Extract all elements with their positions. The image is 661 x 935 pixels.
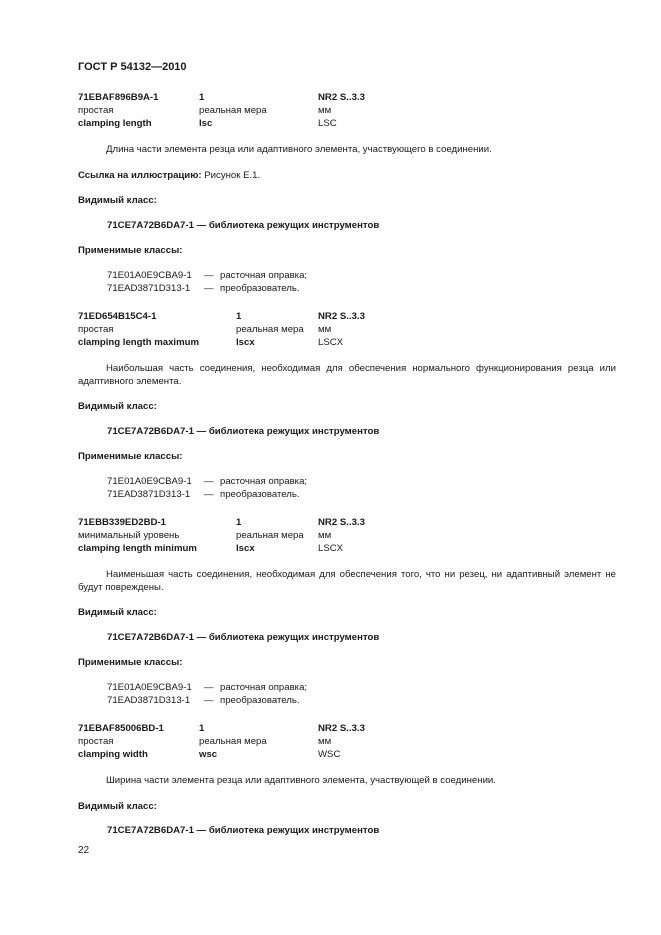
record-unit: мм — [318, 105, 332, 116]
list-item — [107, 695, 616, 708]
illustration-ref — [78, 170, 616, 183]
visible-class-value: 71CE7A72B6DA7-1 — библиотека режущих инструментов — [107, 825, 380, 837]
record-ref: NR2 S..3.3 — [318, 516, 365, 528]
record-kind: реальная мера — [199, 105, 267, 116]
record-kind: реальная мера — [236, 529, 304, 541]
record-version: 1 — [199, 722, 205, 734]
illustration-value: Рисунок Е.1. — [204, 169, 261, 181]
applicable-classes-list — [78, 476, 616, 502]
class-dash: — — [204, 694, 214, 706]
applicable-classes-list — [78, 270, 616, 296]
class-code: 71E01A0E9CBA9-1 — [107, 681, 192, 693]
list-item — [107, 682, 616, 695]
applicable-classes-label: Применимые классы: — [78, 245, 183, 257]
visible-class-label: Видимый класс: — [78, 800, 157, 812]
class-code: 71E01A0E9CBA9-1 — [107, 475, 192, 487]
visible-class-label: Видимый класс: — [78, 607, 157, 619]
record-code: LSCX — [318, 336, 344, 348]
page-header: ГОСТ Р 54132—2010 — [78, 61, 187, 73]
class-desc: расточная оправка; — [220, 475, 308, 487]
record-id: 71ED654B15C4-1 — [78, 310, 157, 322]
record-name: clamping length minimum — [78, 542, 197, 554]
record-type: простая — [78, 105, 114, 116]
record-name: clamping length — [78, 118, 152, 129]
record-ref: NR2 S..3.3 — [318, 92, 365, 103]
applicable-classes-list — [78, 682, 616, 708]
class-desc: преобразователь. — [220, 282, 300, 294]
class-code: 71EAD3871D313-1 — [107, 694, 191, 706]
visible-class-label: Видимый класс: — [78, 401, 157, 413]
record-header — [78, 311, 616, 349]
list-item — [107, 283, 616, 296]
record-description: Ширина части элемента резца или адаптивного элемента, участвующей в соединении. — [106, 774, 496, 786]
record-type: простая — [78, 323, 114, 335]
applicable-classes-label: Применимые классы: — [78, 657, 183, 669]
class-desc: преобразователь. — [220, 694, 300, 706]
record-ref: NR2 S..3.3 — [318, 722, 365, 734]
record-symbol: lsc — [199, 118, 213, 129]
record-description: Длина части элемента резца или адаптивного элемента, участвующего в соединении. — [106, 144, 492, 155]
record-symbol: lscx — [236, 336, 255, 348]
record-description: Наибольшая часть соединения, необходимая для обеспечения нормального функционирования резца или адаптивного элемента. — [78, 362, 616, 387]
visible-class-value: 71CE7A72B6DA7-1 — библиотека режущих инструментов — [107, 425, 380, 437]
list-item — [107, 270, 616, 283]
class-dash: — — [204, 488, 214, 500]
class-dash: — — [204, 282, 214, 294]
record-code: LSCX — [318, 542, 344, 554]
page-number: 22 — [78, 845, 90, 856]
visible-class-value: 71CE7A72B6DA7-1 — библиотека режущих инструментов — [107, 631, 380, 643]
record-symbol: wsc — [199, 748, 218, 760]
record-type: минимальный уровень — [78, 529, 180, 541]
record-unit: мм — [318, 529, 332, 541]
record-unit: мм — [318, 323, 332, 335]
record-header — [78, 517, 616, 555]
class-desc: расточная оправка; — [220, 681, 308, 693]
class-dash: — — [204, 475, 214, 487]
record-header — [78, 92, 616, 130]
document-body — [78, 92, 616, 838]
record-id: 71EBAF85006BD-1 — [78, 722, 164, 734]
record-symbol: lscx — [236, 542, 255, 554]
class-code: 71EAD3871D313-1 — [107, 282, 191, 294]
list-item — [107, 489, 616, 502]
record-name: clamping length maximum — [78, 336, 200, 348]
visible-class-label: Видимый класс: — [78, 195, 157, 207]
class-desc: преобразователь. — [220, 488, 300, 500]
class-dash: — — [204, 269, 214, 281]
record-version: 1 — [236, 310, 242, 322]
record-kind: реальная мера — [236, 323, 304, 335]
record-ref: NR2 S..3.3 — [318, 310, 365, 322]
illustration-label: Ссылка на иллюстрацию: — [78, 169, 202, 181]
record-id: 71EBAF896B9A-1 — [78, 92, 159, 103]
visible-class-value: 71CE7A72B6DA7-1 — библиотека режущих инструментов — [107, 219, 380, 231]
record-header — [78, 723, 616, 761]
record-name: clamping width — [78, 748, 148, 760]
class-code: 71E01A0E9CBA9-1 — [107, 269, 192, 281]
record-type: простая — [78, 735, 114, 747]
class-desc: расточная оправка; — [220, 269, 308, 281]
record-kind: реальная мера — [199, 735, 267, 747]
applicable-classes-label: Применимые классы: — [78, 451, 183, 463]
class-code: 71EAD3871D313-1 — [107, 488, 191, 500]
record-version: 1 — [199, 92, 205, 103]
record-description: Наименьшая часть соединения, необходимая для обеспечения того, что ни резец, ни адаптивный элемент не будут повреждены. — [78, 568, 616, 593]
list-item — [107, 476, 616, 489]
record-code: WSC — [318, 748, 341, 760]
record-code: LSC — [318, 118, 337, 129]
record-id: 71EBB339ED2BD-1 — [78, 516, 166, 528]
record-version: 1 — [236, 516, 242, 528]
record-unit: мм — [318, 735, 332, 747]
class-dash: — — [204, 681, 214, 693]
